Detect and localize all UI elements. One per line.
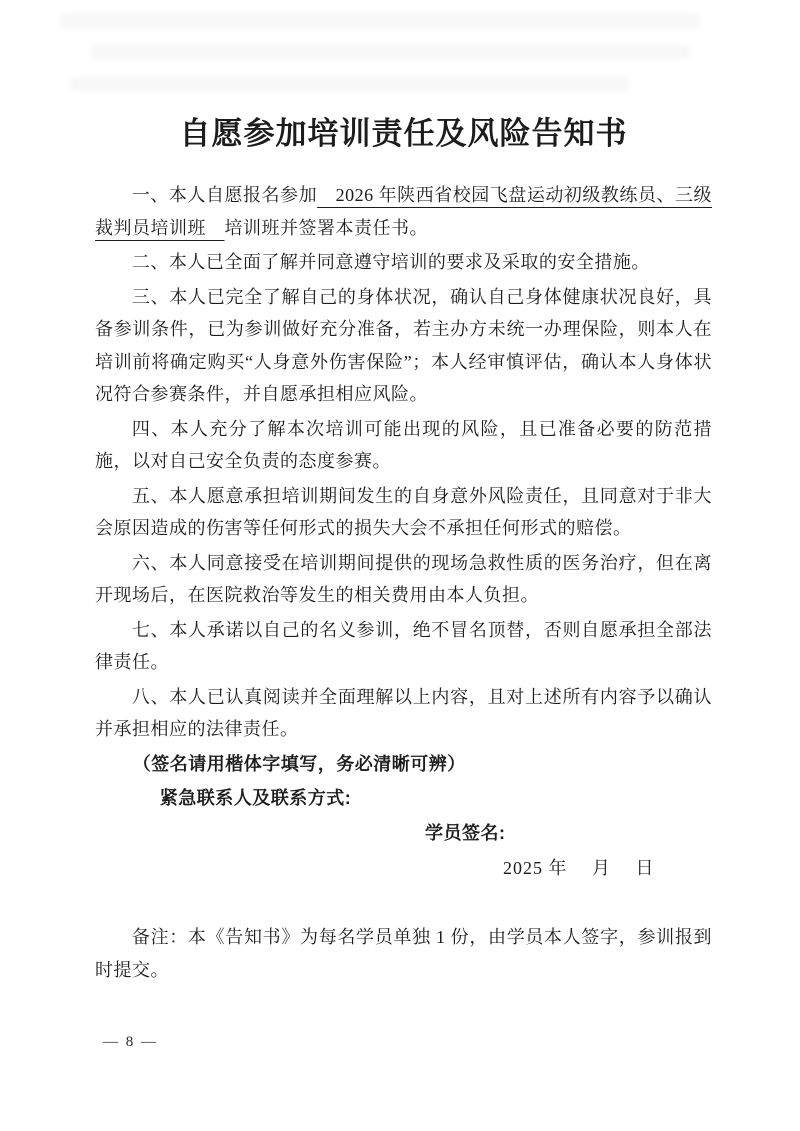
term-paragraph-4: 四、本人充分了解本次培训可能出现的风险，且已准备必要的防范措施，以对自己安全负责的态度参赛。: [95, 418, 712, 471]
scan-bleed-artifact: [90, 46, 690, 58]
scan-bleed-artifact: [60, 14, 700, 28]
emergency-contact-label: 紧急联系人及联系方式:: [159, 788, 352, 808]
term-paragraph-5: 五、本人愿意承担培训期间发生的自身意外风险责任，且同意对于非大会原因造成的伤害等任何形式的损失大会不承担任何形式的赔偿。: [95, 485, 712, 538]
term-paragraph-3: 三、本人已完全了解自己的身体状况，确认自己身体健康状况良好，具备参训条件，已为参训做好充分准备，若主办方未统一办理保险，则本人在培训前将确定购买“人身意外伤害保险”；本人经审慎评估，确认本人身体状况符合参赛条件，并自愿承担相应风险。: [95, 286, 712, 404]
remark-note: 备注：本《告知书》为每名学员单独 1 份，由学员本人签字，参训报到时提交。: [95, 927, 712, 980]
term-paragraph-6: 六、本人同意接受在培训期间提供的现场急救性质的医务治疗，但在离开现场后，在医院救治等发生的相关费用由本人负担。: [95, 552, 712, 605]
registration-blank-filled: 2026 年陕西省校园飞盘运动初级教练员、三级裁判员培训班: [95, 185, 713, 238]
term-paragraph-2: 二、本人已全面了解并同意遵守培训的要求及采取的安全措施。: [131, 252, 650, 272]
term-paragraph-8: 八、本人已认真阅读并全面理解以上内容，且对上述所有内容予以确认并承担相应的法律责任。: [95, 686, 712, 739]
scan-bleed-artifact: [70, 78, 630, 90]
trainee-signature-label: 学员签名:: [425, 822, 506, 843]
page-number: — 8 —: [103, 1034, 158, 1050]
term-paragraph-1: [95, 179, 712, 244]
document-body: [95, 113, 712, 986]
signature-instruction: （签名请用楷体字填写，务必清晰可辨）: [132, 753, 466, 774]
term1-prefix: 一、本人自愿报名参加: [131, 185, 318, 205]
term-paragraph-7: 七、本人承诺以自己的名义参训，绝不冒名顶替，否则自愿承担全部法律责任。: [95, 619, 712, 672]
date-line: 2025 年 月 日: [503, 858, 655, 878]
page-title: 自愿参加培训责任及风险告知书: [179, 116, 628, 151]
term1-suffix: 培训班并签署本责任书。: [224, 217, 428, 238]
